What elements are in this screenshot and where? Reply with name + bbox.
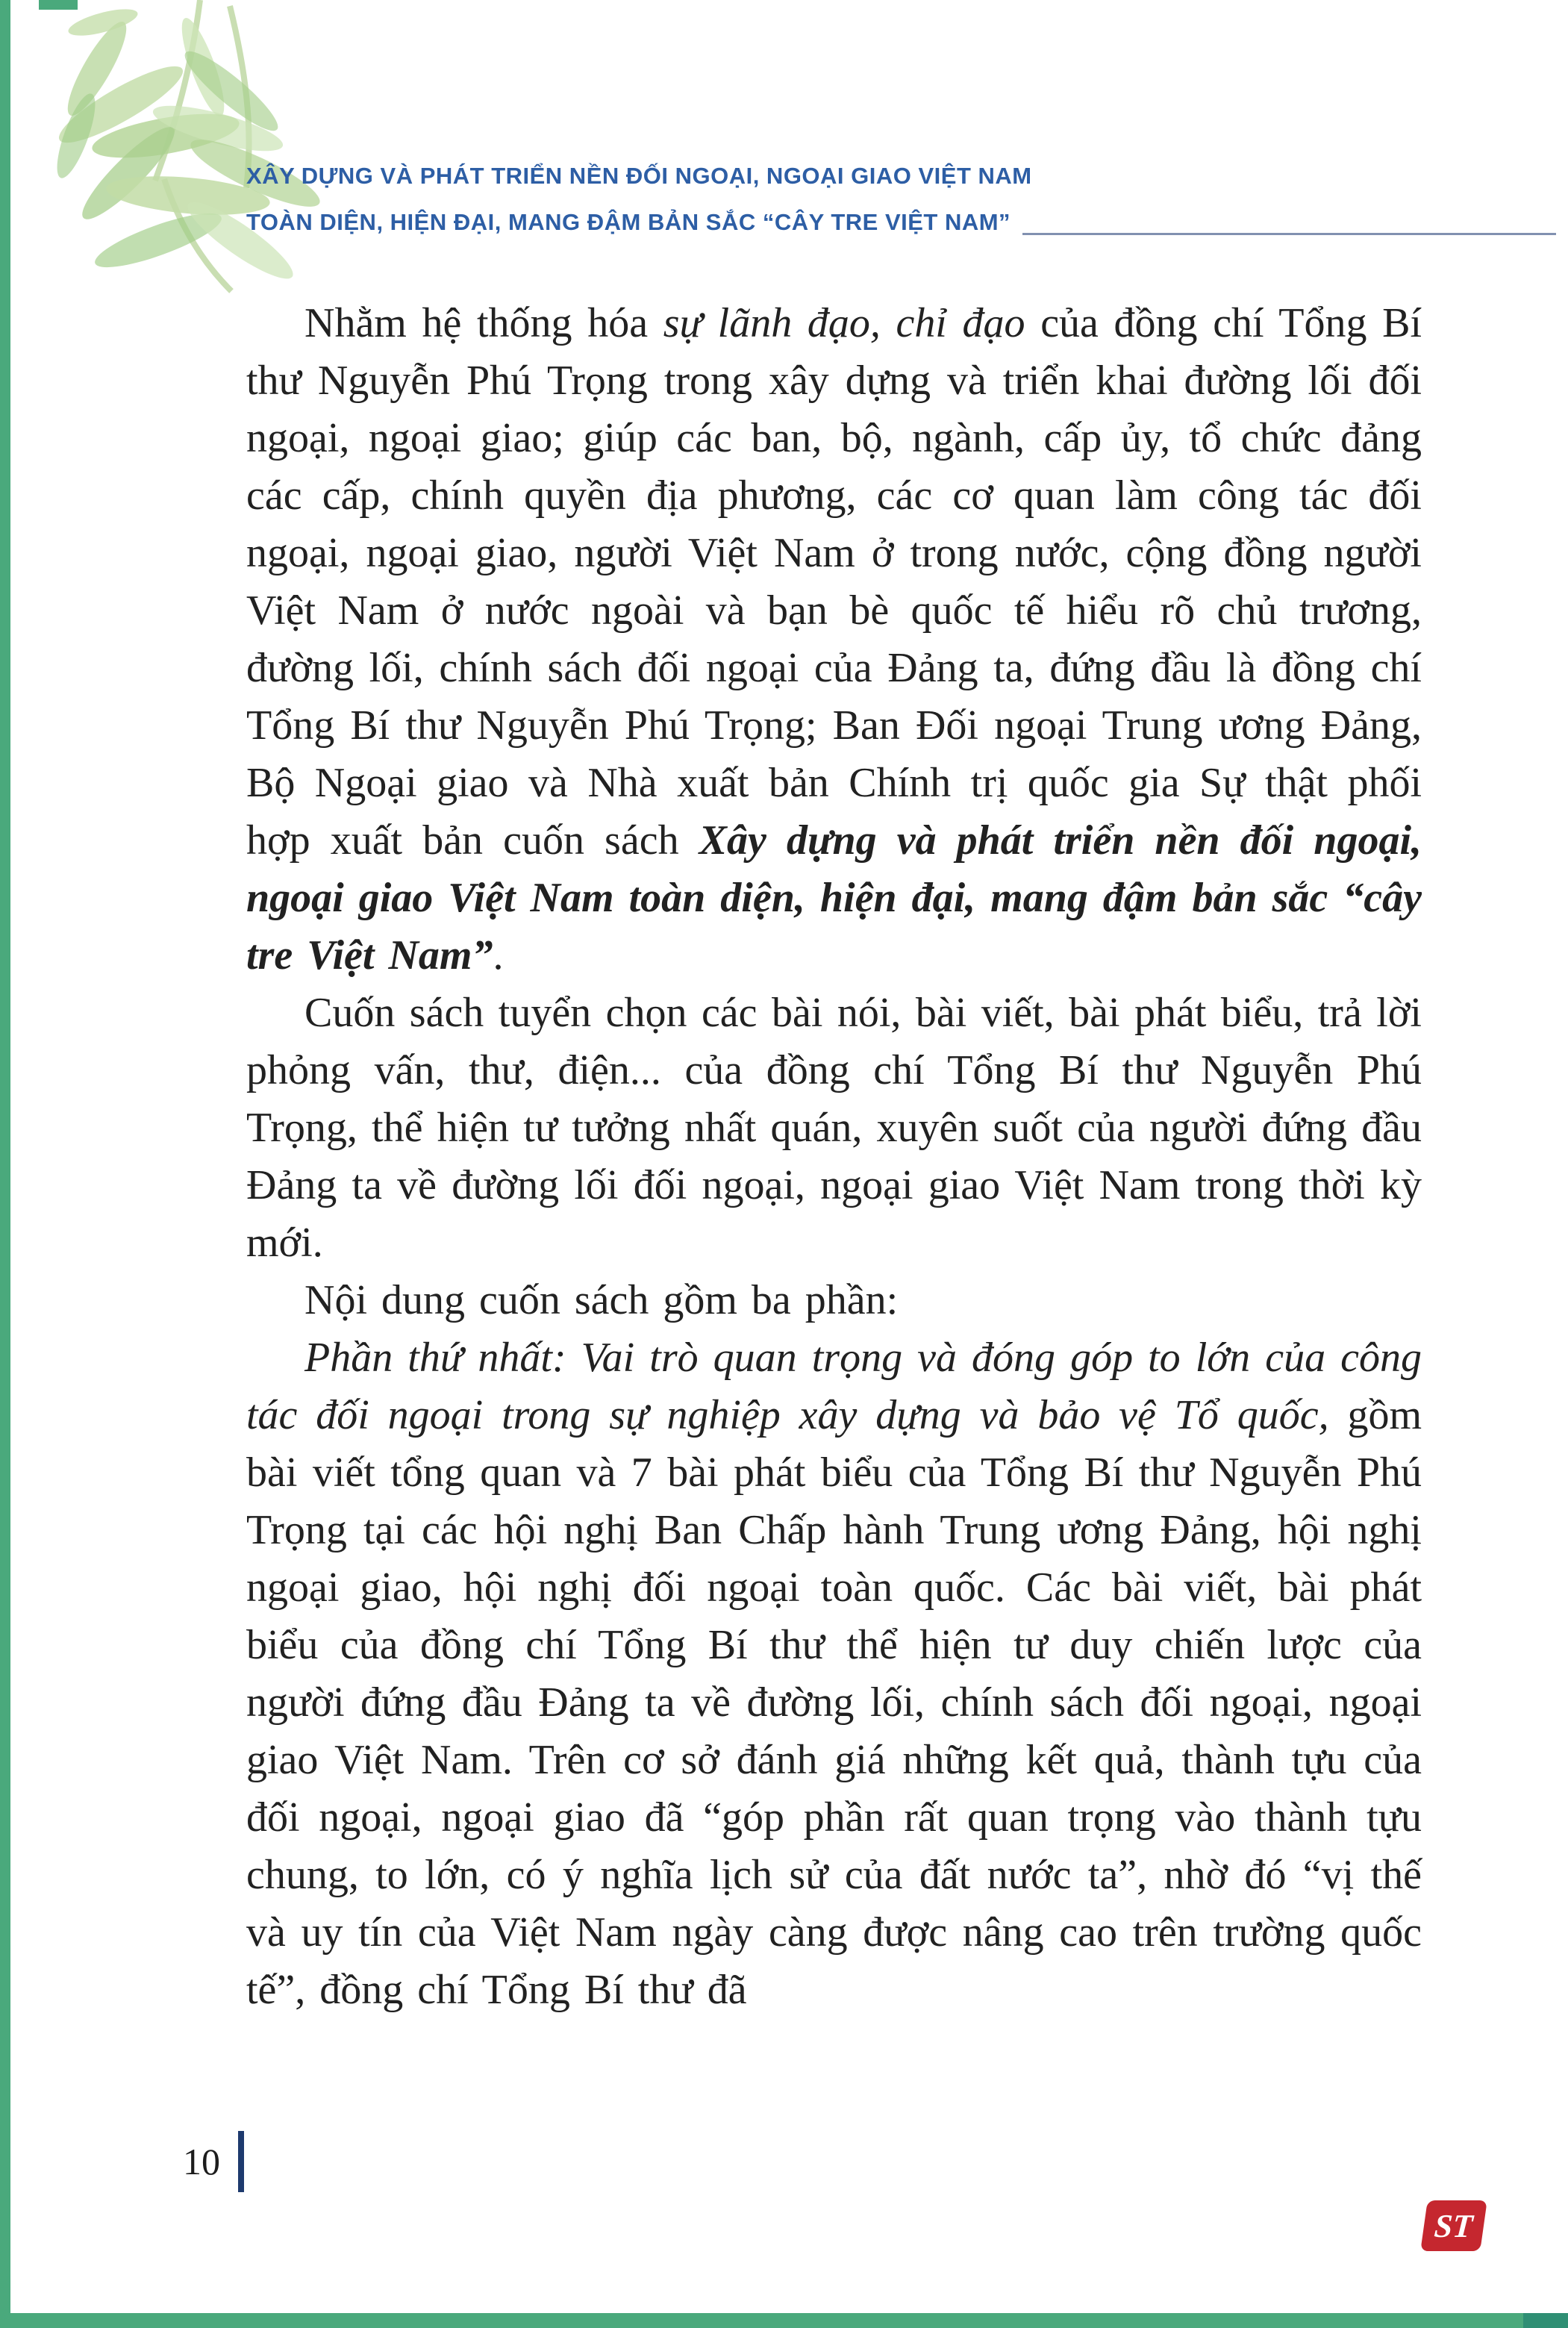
paragraph-segment: . <box>493 932 504 979</box>
running-header-line1: XÂY DỰNG VÀ PHÁT TRIỂN NỀN ĐỐI NGOẠI, NGOẠI GIAO VIỆT NAM <box>246 163 1032 189</box>
paragraph <box>246 984 1422 1272</box>
page-edge-bottom <box>0 2313 1568 2328</box>
paragraph <box>246 295 1422 984</box>
paragraph-segment: Phần thứ nhất: Vai trò quan trọng và đóng góp to lớn của công tác đối ngoại trong sự nghiệp xây dựng và bảo vệ Tổ quốc, <box>246 1335 1422 1438</box>
paragraph-segment: Nhằm hệ thống hóa <box>304 300 663 346</box>
paragraph-segment: Nội dung cuốn sách gồm ba phần: <box>304 1277 899 1323</box>
header-rule <box>1022 233 1556 235</box>
publisher-logo <box>1420 2200 1487 2251</box>
paragraph-segment: Xây dựng và phát triển nền đối ngoại, ngoại giao Việt Nam toàn diện, hiện đại, mang đậm bản sắc “cây tre Việt Nam” <box>246 817 1422 979</box>
paragraph-segment: Cuốn sách tuyển chọn các bài nói, bài viết, bài phát biểu, trả lời phỏng vấn, thư, điện... của đồng chí Tổng Bí thư Nguyễn Phú Trọng, thể hiện tư tưởng nhất quán, xuyên suốt của người đứng đầu Đảng ta về đường lối đối ngoại, ngoại giao Việt Nam trong thời kỳ mới. <box>246 990 1422 1266</box>
running-header <box>246 153 1556 246</box>
publisher-logo-text: ST <box>1433 2207 1475 2244</box>
page-number: 10 <box>183 2141 220 2182</box>
paragraph-segment: sự lãnh đạo, chỉ đạo <box>663 300 1025 346</box>
paragraph <box>246 1329 1422 2019</box>
page-number-bar <box>238 2131 244 2192</box>
page-edge-corner <box>1523 2313 1568 2328</box>
body-text <box>246 295 1422 2019</box>
paragraph-segment: của đồng chí Tổng Bí thư Nguyễn Phú Trọng trong xây dựng và triển khai đường lối đối ngoại, ngoại giao; giúp các ban, bộ, ngành, cấp ủy, tổ chức đảng các cấp, chính quyền địa phương, các cơ quan làm công tác đối ngoại, ngoại giao, người Việt Nam ở trong nước, cộng đồng người Việt Nam ở nước ngoài và bạn bè quốc tế hiểu rõ chủ trương, đường lối, chính sách đối ngoại của Đảng ta, đứng đầu là đồng chí Tổng Bí thư Nguyễn Phú Trọng; Ban Đối ngoại Trung ương Đảng, Bộ Ngoại giao và Nhà xuất bản Chính trị quốc gia Sự thật phối hợp xuất bản cuốn sách <box>246 300 1422 864</box>
paragraph-segment: gồm bài viết tổng quan và 7 bài phát biểu của Tổng Bí thư Nguyễn Phú Trọng tại các hội nghị Ban Chấp hành Trung ương Đảng, hội nghị ngoại giao, hội nghị đối ngoại toàn quốc. Các bài viết, bài phát biểu của đồng chí Tổng Bí thư thể hiện tư duy chiến lược của người đứng đầu Đảng ta về đường lối, chính sách đối ngoại, ngoại giao Việt Nam. Trên cơ sở đánh giá những kết quả, thành tựu của đối ngoại, ngoại giao đã “góp phần rất quan trọng vào thành tựu chung, to lớn, có ý nghĩa lịch sử của đất nước ta”, nhờ đó “vị thế và uy tín của Việt Nam ngày càng được nâng cao trên trường quốc tế”, đồng chí Tổng Bí thư đã <box>246 1392 1422 2013</box>
page-number-block <box>183 2131 244 2192</box>
paragraph <box>246 1272 1422 1329</box>
running-header-line2: TOÀN DIỆN, HIỆN ĐẠI, MANG ĐẬM BẢN SẮC “CÂY TRE VIỆT NAM” <box>246 209 1011 235</box>
